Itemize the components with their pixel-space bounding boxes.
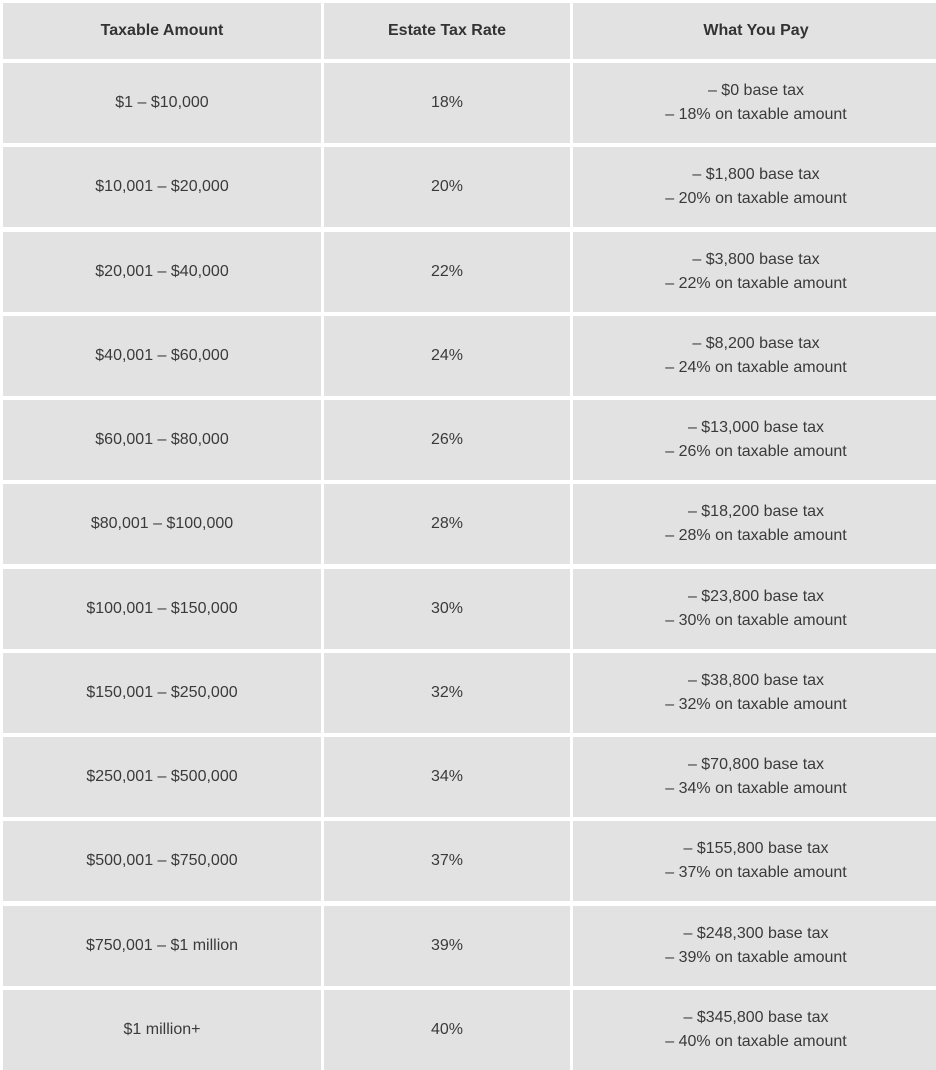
table-cell-pay: [573, 63, 936, 143]
table-cell-pay: [573, 653, 936, 733]
percent-tax-text: – 20% on taxable amount: [665, 190, 847, 208]
table-cell-amount: $80,001 – $100,000: [3, 484, 321, 564]
table-cell-rate: 37%: [324, 821, 570, 901]
table-cell-rate: 20%: [324, 147, 570, 227]
table-cell-amount: $100,001 – $150,000: [3, 569, 321, 649]
base-tax-text: – $13,000 base tax: [687, 419, 825, 437]
percent-tax-text: – 34% on taxable amount: [665, 780, 847, 798]
base-tax-text: – $70,800 base tax: [687, 756, 825, 774]
table-cell-rate: 30%: [324, 569, 570, 649]
base-tax-text: – $0 base tax: [707, 82, 805, 100]
percent-tax-text: – 26% on taxable amount: [665, 443, 847, 461]
percent-tax-text: – 40% on taxable amount: [665, 1032, 847, 1050]
table-cell-rate: 24%: [324, 316, 570, 396]
table-cell-amount: $150,001 – $250,000: [3, 653, 321, 733]
table-cell-amount: $60,001 – $80,000: [3, 400, 321, 480]
table-cell-rate: 22%: [324, 232, 570, 312]
base-tax-text: – $155,800 base tax: [683, 840, 829, 858]
table-cell-rate: 34%: [324, 737, 570, 817]
table-cell-amount: $10,001 – $20,000: [3, 147, 321, 227]
table-cell-rate: 40%: [324, 990, 570, 1070]
percent-tax-text: – 30% on taxable amount: [665, 611, 847, 629]
table-cell-pay: [573, 737, 936, 817]
table-cell-amount: $20,001 – $40,000: [3, 232, 321, 312]
base-tax-text: – $248,300 base tax: [683, 924, 829, 942]
percent-tax-text: – 22% on taxable amount: [665, 274, 847, 292]
base-tax-text: – $1,800 base tax: [692, 166, 820, 184]
table-cell-pay: [573, 906, 936, 986]
base-tax-text: – $3,800 base tax: [692, 250, 820, 268]
table-cell-pay: [573, 569, 936, 649]
table-cell-pay: [573, 400, 936, 480]
table-cell-amount: $500,001 – $750,000: [3, 821, 321, 901]
header-estate-tax-rate: Estate Tax Rate: [324, 3, 570, 59]
table-cell-pay: [573, 316, 936, 396]
table-cell-amount: $750,001 – $1 million: [3, 906, 321, 986]
percent-tax-text: – 18% on taxable amount: [665, 106, 847, 124]
table-cell-pay: [573, 484, 936, 564]
percent-tax-text: – 28% on taxable amount: [665, 527, 847, 545]
percent-tax-text: – 24% on taxable amount: [665, 358, 847, 376]
table-cell-rate: 18%: [324, 63, 570, 143]
percent-tax-text: – 37% on taxable amount: [665, 864, 847, 882]
table-cell-pay: [573, 990, 936, 1070]
table-cell-amount: $40,001 – $60,000: [3, 316, 321, 396]
base-tax-text: – $345,800 base tax: [683, 1008, 829, 1026]
header-what-you-pay: What You Pay: [573, 3, 936, 59]
table-cell-pay: [573, 821, 936, 901]
base-tax-text: – $18,200 base tax: [687, 503, 825, 521]
header-taxable-amount: Taxable Amount: [3, 3, 321, 59]
table-cell-pay: [573, 232, 936, 312]
base-tax-text: – $8,200 base tax: [692, 334, 820, 352]
base-tax-text: – $38,800 base tax: [687, 671, 825, 689]
table-cell-rate: 32%: [324, 653, 570, 733]
percent-tax-text: – 39% on taxable amount: [665, 948, 847, 966]
base-tax-text: – $23,800 base tax: [687, 587, 825, 605]
table-cell-rate: 28%: [324, 484, 570, 564]
table-cell-rate: 26%: [324, 400, 570, 480]
percent-tax-text: – 32% on taxable amount: [665, 695, 847, 713]
table-cell-amount: $250,001 – $500,000: [3, 737, 321, 817]
table-cell-pay: [573, 147, 936, 227]
table-cell-amount: $1 – $10,000: [3, 63, 321, 143]
table-cell-rate: 39%: [324, 906, 570, 986]
table-cell-amount: $1 million+: [3, 990, 321, 1070]
